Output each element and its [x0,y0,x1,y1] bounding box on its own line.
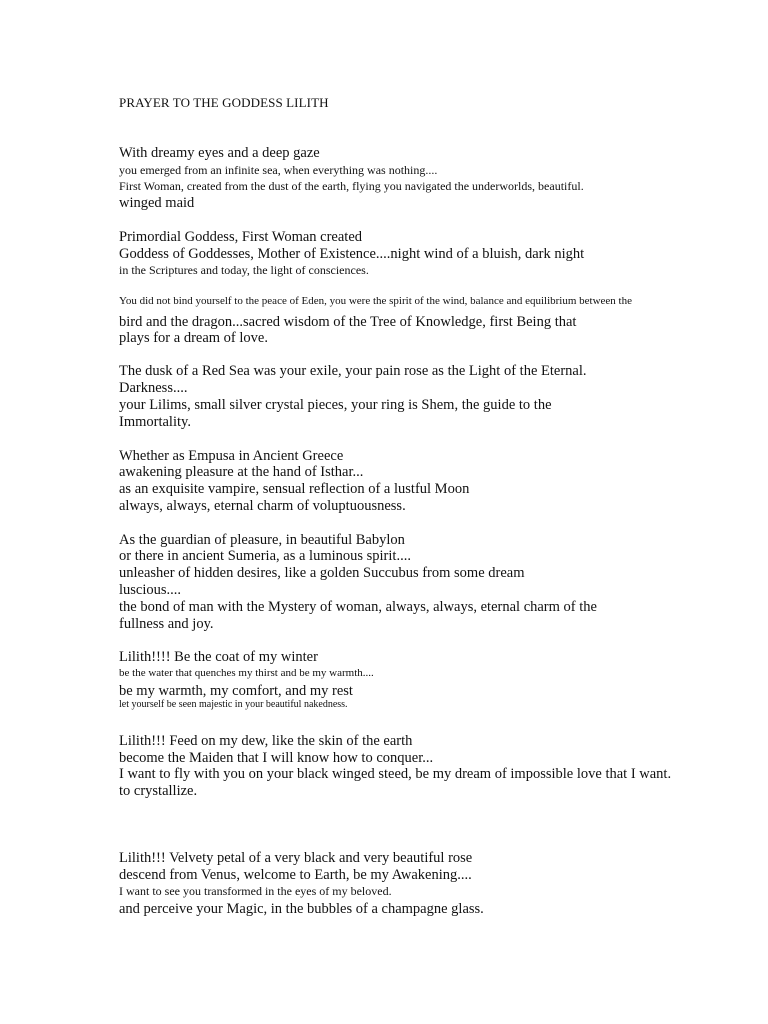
poem-line: plays for a dream of love. [119,330,268,346]
poem-line: Whether as Empusa in Ancient Greece [119,448,344,464]
poem-line: Primordial Goddess, First Woman created [119,229,363,245]
poem-line: the bond of man with the Mystery of woman, always, always, eternal charm of the [119,599,597,615]
poem-line: bird and the dragon...sacred wisdom of the Tree of Knowledge, first Being that [119,314,577,330]
poem-line: be my warmth, my comfort, and my rest [119,683,353,699]
poem-line: First Woman, created from the dust of the earth, flying you navigated the underworlds, beautiful. [119,179,584,193]
poem-line: With dreamy eyes and a deep gaze [119,145,320,161]
poem-line: become the Maiden that I will know how to conquer... [119,750,434,766]
poem-line: Darkness.... [119,380,188,396]
poem-line: You did not bind yourself to the peace of Eden, you were the spirit of the wind, balance and equilibrium between the [119,295,632,307]
poem-line: luscious.... [119,582,182,598]
poem-line: be the water that quenches my thirst and be my warmth.... [119,667,374,679]
poem-line: unleasher of hidden desires, like a golden Succubus from some dream [119,565,525,581]
poem-line: The dusk of a Red Sea was your exile, your pain rose as the Light of the Eternal. [119,363,587,379]
poem-line: Immortality. [119,414,191,430]
poem-line: winged maid [119,195,195,211]
poem-line: you emerged from an infinite sea, when everything was nothing.... [119,163,438,177]
poem-line: awakening pleasure at the hand of Isthar... [119,464,364,480]
poem-line: As the guardian of pleasure, in beautiful Babylon [119,532,405,548]
poem-line: Lilith!!! Velvety petal of a very black and very beautiful rose [119,850,473,866]
poem-line: in the Scriptures and today, the light of consciences. [119,263,369,277]
poem-line: as an exquisite vampire, sensual reflection of a lustful Moon [119,481,470,497]
poem-line: descend from Venus, welcome to Earth, be my Awakening.... [119,867,472,883]
poem-line: your Lilims, small silver crystal pieces, your ring is Shem, the guide to the [119,397,552,413]
poem-line: or there in ancient Sumeria, as a luminous spirit.... [119,548,411,564]
poem-line: to crystallize. [119,783,198,799]
poem-line: fullness and joy. [119,616,214,632]
poem-line: always, always, eternal charm of voluptuousness. [119,498,406,514]
poem-line: I want to see you transformed in the eyes of my beloved. [119,884,392,898]
poem-line: and perceive your Magic, in the bubbles of a champagne glass. [119,901,484,917]
document-title: PRAYER TO THE GODDESS LILITH [119,95,329,110]
poem-line: let yourself be seen majestic in your beautiful nakedness. [119,699,348,710]
poem-line: Lilith!!! Feed on my dew, like the skin of the earth [119,733,413,749]
poem-line: I want to fly with you on your black winged steed, be my dream of impossible love that I want. [119,766,672,782]
poem-line: Lilith!!!! Be the coat of my winter [119,649,318,665]
poem-line: Goddess of Goddesses, Mother of Existence....night wind of a bluish, dark night [119,246,585,262]
